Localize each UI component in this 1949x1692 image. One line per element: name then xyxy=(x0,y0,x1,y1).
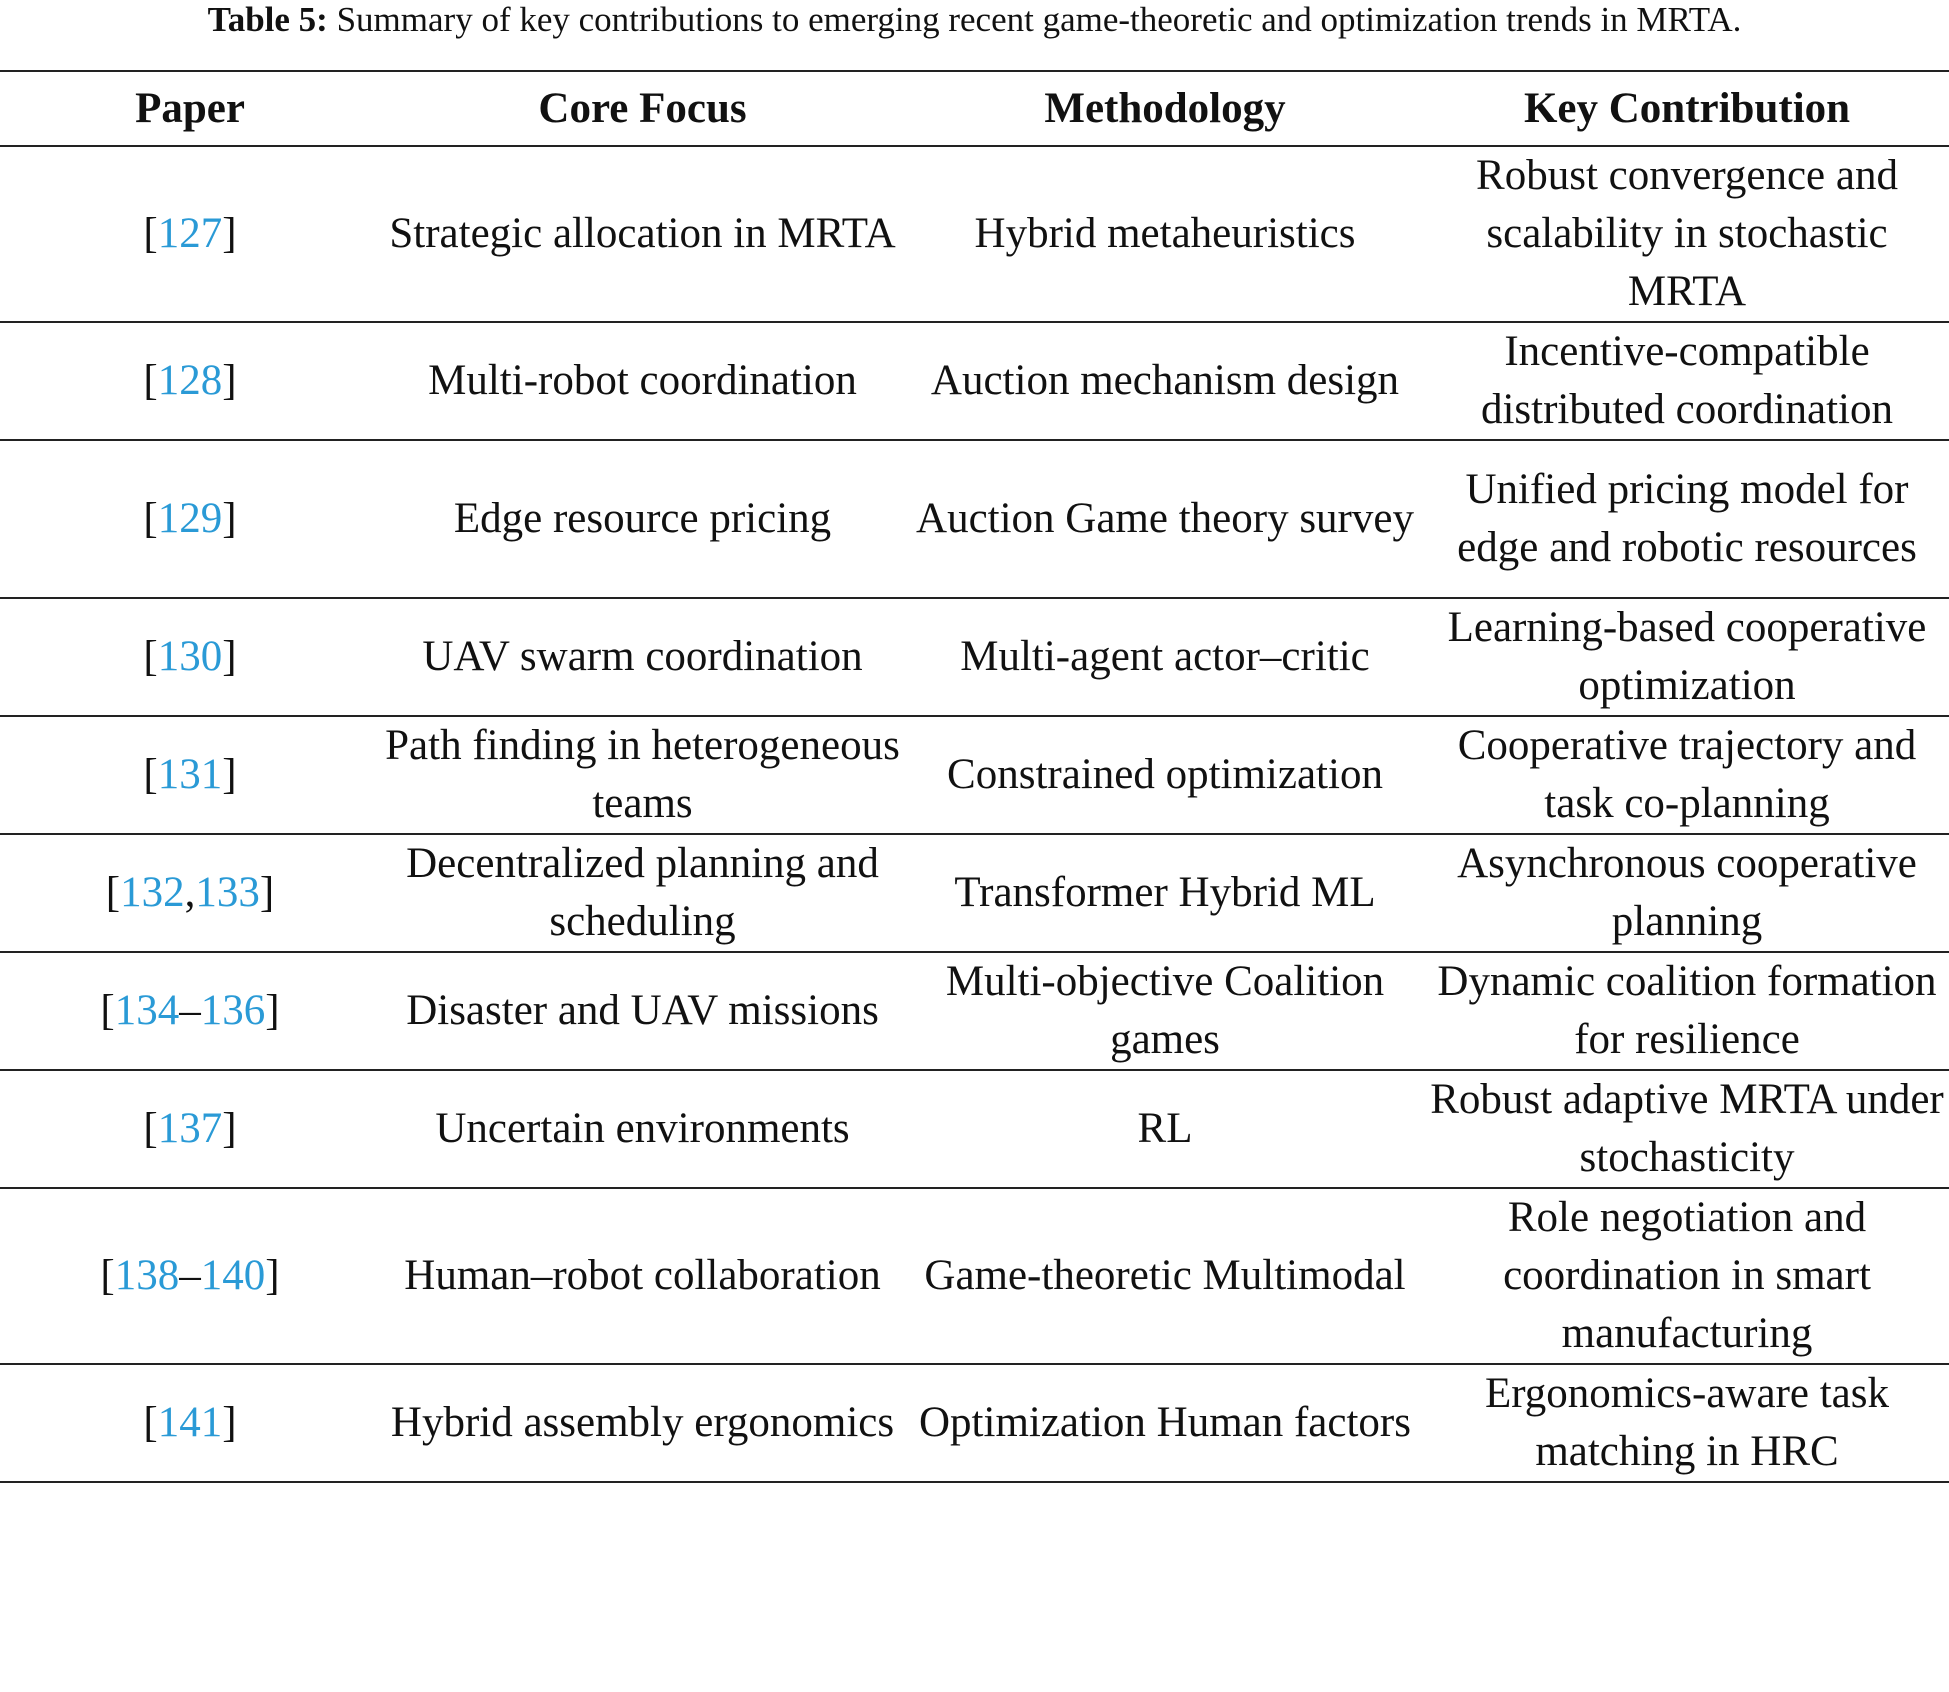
bracket-close: ] xyxy=(222,1399,237,1446)
bracket-open: [ xyxy=(143,1105,158,1152)
table-row xyxy=(0,716,1949,834)
cell-methodology: Hybrid metaheuristics xyxy=(974,210,1356,257)
bracket-close: ] xyxy=(222,633,237,680)
cell-key-contribution: Learning-based cooperative optimization xyxy=(1447,604,1927,709)
citation-link[interactable]: 140 xyxy=(200,1252,266,1299)
cell-paper xyxy=(0,598,380,716)
cell-paper xyxy=(0,146,380,322)
cell-core-focus: Decentralized planning and scheduling xyxy=(406,840,879,945)
cell-paper xyxy=(0,1188,380,1364)
bracket-close: ] xyxy=(222,357,237,404)
citation-link[interactable]: 127 xyxy=(157,210,223,257)
table-row xyxy=(0,1070,1949,1188)
citation-separator: , xyxy=(184,869,196,916)
cell-paper xyxy=(0,1364,380,1482)
table-caption-label: Table 5: xyxy=(207,0,328,39)
bracket-close: ] xyxy=(265,987,280,1034)
header-key-contribution: Key Contribution xyxy=(1523,84,1851,132)
cell-core-focus: Path finding in heterogeneous teams xyxy=(385,722,900,827)
citation-link[interactable]: 130 xyxy=(157,633,223,680)
cell-methodology: Auction mechanism design xyxy=(930,357,1400,404)
cell-key-contribution: Dynamic coalition formation for resilience xyxy=(1437,958,1937,1063)
bracket-open: [ xyxy=(143,1399,158,1446)
cell-core-focus: Hybrid assembly ergonomics xyxy=(390,1399,895,1446)
bracket-close: ] xyxy=(222,210,237,257)
bracket-open: [ xyxy=(105,869,121,916)
table-row xyxy=(0,1364,1949,1482)
bracket-close: ] xyxy=(222,1105,237,1152)
cell-key-contribution: Ergonomics-aware task matching in HRC xyxy=(1485,1370,1889,1475)
cell-core-focus: Disaster and UAV missions xyxy=(406,987,879,1034)
cell-methodology: Multi-agent actor–critic xyxy=(960,633,1370,680)
cell-core-focus: Multi-robot coordination xyxy=(428,357,857,404)
citation-link[interactable]: 132 xyxy=(120,869,185,916)
bracket-close: ] xyxy=(265,1252,280,1299)
table-row xyxy=(0,1188,1949,1364)
cell-methodology: RL xyxy=(1137,1105,1193,1152)
cell-key-contribution: Role negotiation and coordination in smart manufacturing xyxy=(1503,1194,1871,1357)
citation-link[interactable]: 128 xyxy=(157,357,223,404)
cell-core-focus: Edge resource pricing xyxy=(453,495,832,542)
bracket-close: ] xyxy=(222,495,237,542)
citation-link[interactable]: 138 xyxy=(114,1252,180,1299)
cell-paper xyxy=(0,1070,380,1188)
cell-methodology: Optimization Human factors xyxy=(919,1399,1411,1446)
cell-core-focus: Human–robot collaboration xyxy=(404,1252,881,1299)
cell-core-focus: Strategic allocation in MRTA xyxy=(389,210,896,257)
table-row xyxy=(0,598,1949,716)
contributions-table xyxy=(0,70,1949,1483)
citation-link[interactable]: 134 xyxy=(114,987,180,1034)
citation-link[interactable]: 133 xyxy=(195,869,260,916)
cell-core-focus: UAV swarm coordination xyxy=(422,633,863,680)
cell-key-contribution: Cooperative trajectory and task co-planning xyxy=(1457,722,1917,827)
bracket-close: ] xyxy=(259,869,275,916)
table-caption xyxy=(0,0,1949,40)
citation-link[interactable]: 137 xyxy=(157,1105,223,1152)
citation-separator: – xyxy=(179,1252,201,1299)
table-caption-text: Summary of key contributions to emerging recent game-theoretic and optimization trends in MRTA. xyxy=(327,0,1742,39)
cell-key-contribution: Incentive-compatible distributed coordination xyxy=(1480,328,1893,433)
table-row xyxy=(0,322,1949,440)
citation-link[interactable]: 136 xyxy=(200,987,266,1034)
table-row xyxy=(0,440,1949,598)
cell-paper xyxy=(0,952,380,1070)
cell-methodology: Constrained optimization xyxy=(947,751,1383,798)
header-methodology: Methodology xyxy=(1044,84,1286,132)
table-header-row xyxy=(0,71,1949,146)
cell-paper xyxy=(0,716,380,834)
cell-methodology: Game-theoretic Multimodal xyxy=(924,1252,1406,1299)
cell-paper xyxy=(0,440,380,598)
citation-link[interactable]: 129 xyxy=(157,495,223,542)
cell-key-contribution: Robust adaptive MRTA under stochasticity xyxy=(1430,1076,1944,1181)
bracket-open: [ xyxy=(143,751,158,798)
cell-paper xyxy=(0,322,380,440)
bracket-open: [ xyxy=(100,1252,115,1299)
cell-key-contribution: Asynchronous cooperative planning xyxy=(1457,840,1917,945)
cell-methodology: Transformer Hybrid ML xyxy=(954,869,1376,916)
table-row xyxy=(0,146,1949,322)
cell-key-contribution: Robust convergence and scalability in stochastic MRTA xyxy=(1476,152,1898,315)
citation-link[interactable]: 131 xyxy=(157,751,223,798)
table-row xyxy=(0,834,1949,952)
cell-core-focus: Uncertain environments xyxy=(435,1105,850,1152)
bracket-close: ] xyxy=(222,751,237,798)
bracket-open: [ xyxy=(100,987,115,1034)
bracket-open: [ xyxy=(143,210,158,257)
bracket-open: [ xyxy=(143,633,158,680)
cell-methodology: Auction Game theory survey xyxy=(916,495,1414,542)
bracket-open: [ xyxy=(143,357,158,404)
cell-key-contribution: Unified pricing model for edge and robotic resources xyxy=(1457,466,1917,571)
cell-methodology: Multi-objective Coalition games xyxy=(945,958,1385,1063)
header-core-focus: Core Focus xyxy=(538,84,747,132)
citation-link[interactable]: 141 xyxy=(157,1399,223,1446)
citation-separator: – xyxy=(179,987,201,1034)
header-paper: Paper xyxy=(135,84,245,132)
bracket-open: [ xyxy=(143,495,158,542)
table-row xyxy=(0,952,1949,1070)
cell-paper xyxy=(0,834,380,952)
